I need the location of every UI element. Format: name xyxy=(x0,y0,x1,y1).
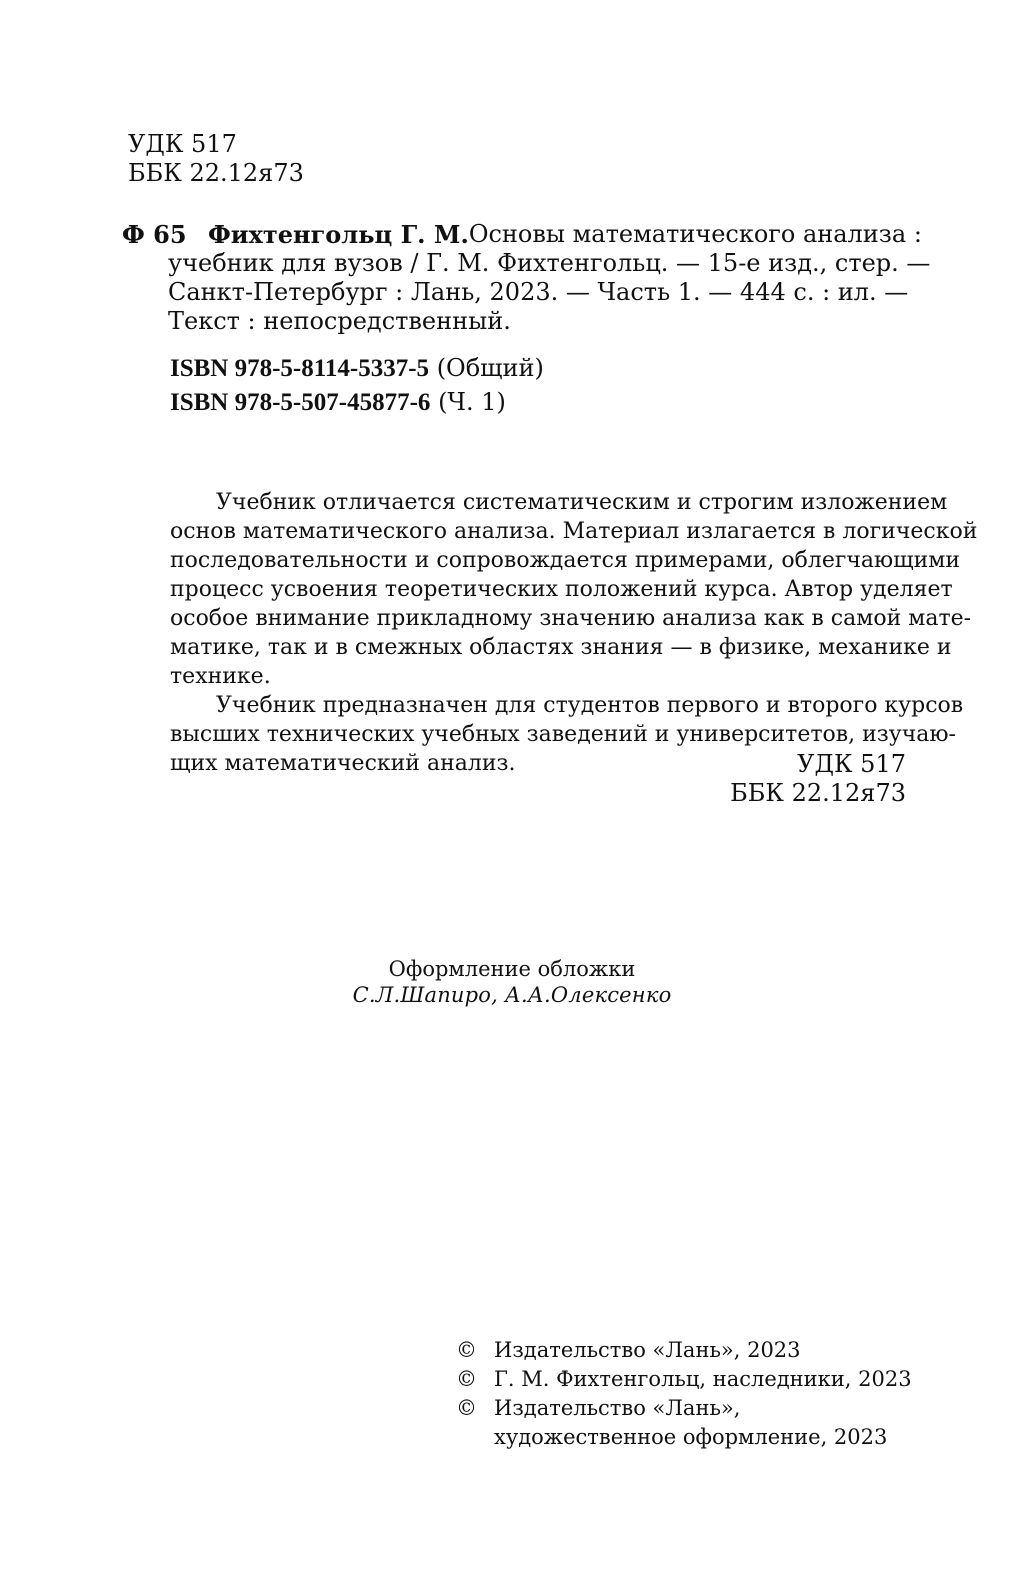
udk-code: УДК 517 xyxy=(797,750,906,778)
bibliographic-record xyxy=(168,220,931,336)
bbk-code: ББК 22.12я73 xyxy=(128,159,304,187)
isbn-part xyxy=(170,388,506,417)
biblio-line-3: Санкт-Петербург : Лань, 2023. — Часть 1. — 444 с. : ил. — xyxy=(168,278,909,306)
annotation-line: основ математического анализа. Материал излагается в логической xyxy=(170,519,978,544)
copyright-line xyxy=(456,1394,912,1423)
copyright-line xyxy=(456,1336,912,1365)
biblio-line-2: учебник для вузов / Г. М. Фихтенгольц. — 15-е изд., стер. — xyxy=(168,249,931,277)
biblio-line-4: Текст : непосредственный. xyxy=(168,307,511,335)
annotation xyxy=(170,488,978,778)
isbn-general xyxy=(170,354,544,383)
copyright-icon: © xyxy=(456,1396,477,1420)
copyright-continuation: художественное оформление, 2023 xyxy=(494,1425,888,1449)
bbk-code: ББК 22.12я73 xyxy=(730,779,906,807)
book-title: Основы математического анализа : xyxy=(468,220,922,248)
annotation-line: щих математический анализ. xyxy=(170,751,516,776)
isbn-number: ISBN 978-5-8114-5337-5 xyxy=(170,355,430,382)
annotation-line: Учебник отличается систематическим и строгим изложением xyxy=(216,490,948,515)
copyright-block xyxy=(456,1336,912,1452)
cover-label: Оформление обложки xyxy=(388,957,636,981)
copyright-text: Г. М. Фихтенгольц, наследники, 2023 xyxy=(494,1367,912,1391)
classification-top xyxy=(128,130,304,188)
annotation-line: процесс усвоения теоретических положений курса. Автор уделяет xyxy=(170,577,953,602)
isbn-number: ISBN 978-5-507-45877-6 xyxy=(170,389,431,416)
copyright-line xyxy=(456,1365,912,1394)
isbn-note: (Ч. 1) xyxy=(438,388,506,416)
isbn-note: (Общий) xyxy=(436,354,544,382)
biblio-line-1 xyxy=(208,220,922,249)
annotation-line: Учебник предназначен для студентов первого и второго курсов xyxy=(216,693,964,718)
udk-code: УДК 517 xyxy=(128,130,237,158)
copyright-icon: © xyxy=(456,1367,477,1391)
cover-designers: С.Л.Шапиро, А.А.Олексенко xyxy=(352,983,672,1007)
annotation-line: высших технических учебных заведений и университетов, изучаю- xyxy=(170,722,956,747)
copyright-icon: © xyxy=(456,1338,477,1362)
copyright-text: Издательство «Лань», xyxy=(494,1396,741,1420)
author-mark: Ф 65 xyxy=(122,220,187,249)
author-name: Фихтенгольц Г. М. xyxy=(208,220,469,249)
classification-bottom xyxy=(730,750,906,808)
annotation-line: особое внимание прикладному значению анализа как в самой мате- xyxy=(170,606,972,631)
annotation-line: последовательности и сопровождается примерами, облегчающими xyxy=(170,548,961,573)
copyright-text: Издательство «Лань», 2023 xyxy=(494,1338,801,1362)
annotation-line: технике. xyxy=(170,664,271,689)
cover-design-credit xyxy=(0,956,1024,1008)
annotation-paragraph-1 xyxy=(170,488,978,691)
annotation-line: матике, так и в смежных областях знания — в физике, механике и xyxy=(170,635,952,660)
